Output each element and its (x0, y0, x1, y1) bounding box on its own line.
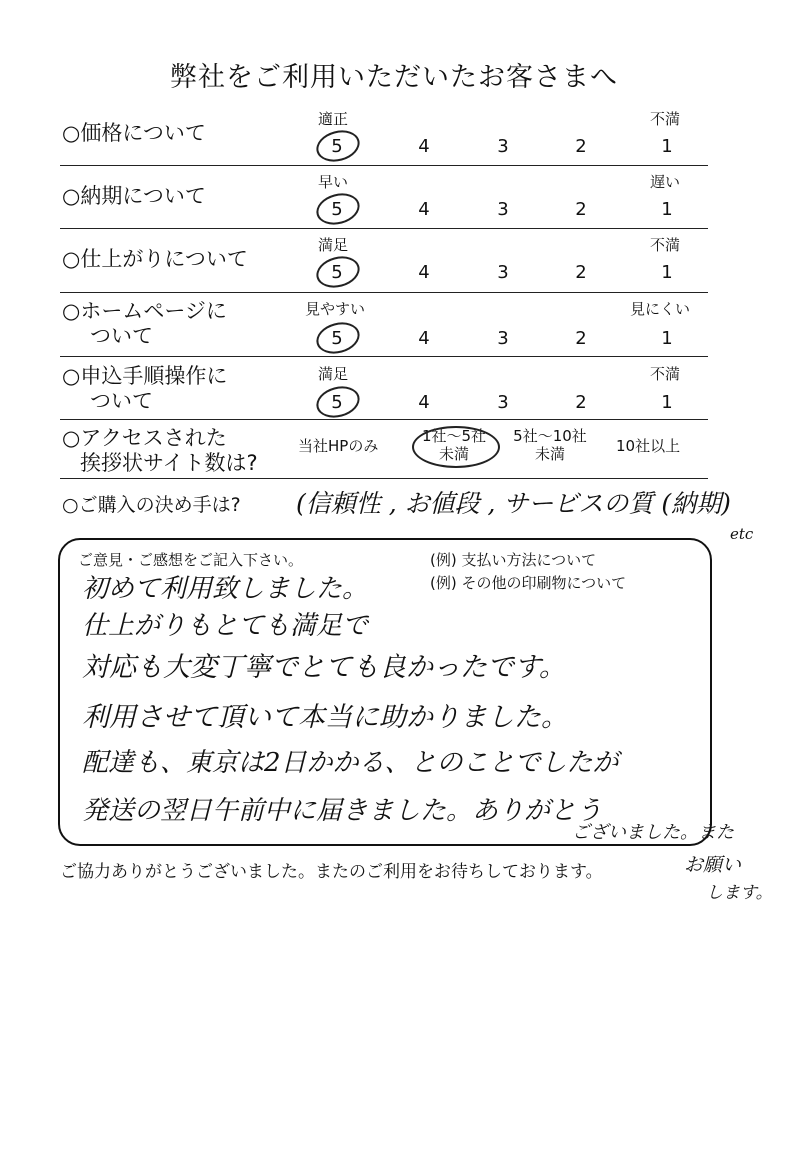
scale-1: 1 (661, 199, 673, 220)
scale-3: 3 (497, 136, 509, 157)
question-purchase: ○ご購入の決め手は? (62, 494, 241, 516)
scale-2: 2 (575, 328, 587, 349)
scale-4: 4 (418, 262, 430, 283)
answer-circle (313, 382, 363, 422)
finish-left-label: 満足 (318, 236, 349, 254)
scale-3: 3 (497, 392, 509, 413)
comment-overflow-1: お願い (684, 854, 742, 876)
comment-line-6: 発送の翌日午前中に届きました。ありがとう (82, 796, 603, 826)
scale-2: 2 (575, 199, 587, 220)
access-option-1-5: 1社～5社 (421, 427, 487, 445)
row-divider (60, 228, 708, 229)
comment-prompt: ご意見・ご感想をご記入下さい。 (78, 551, 304, 569)
answer-circle (313, 189, 363, 229)
price-right-label: 不満 (650, 110, 681, 128)
comment-line-7: ございました。また (572, 822, 734, 843)
access-option-own-hp: 当社HPのみ (298, 437, 379, 455)
access-option-1-5-sub: 未満 (438, 445, 469, 463)
purchase-answer-etc: etc (730, 525, 754, 543)
scale-1: 1 (661, 262, 673, 283)
scale-4: 4 (418, 392, 430, 413)
question-access-1: ○アクセスされた (62, 426, 227, 450)
page-title: 弊社をご利用いただいたお客さまへ (170, 62, 618, 93)
row-divider (60, 165, 708, 166)
question-access-2: 挨拶状サイト数は? (80, 451, 258, 475)
comment-example-1: (例) 支払い方法について (430, 551, 597, 569)
finish-answer: 5 (331, 262, 343, 283)
row-divider (60, 478, 708, 479)
row-divider (60, 419, 708, 420)
scale-4: 4 (418, 199, 430, 220)
question-finish: ○仕上がりについて (62, 247, 248, 271)
scale-3: 3 (497, 262, 509, 283)
row-divider (60, 292, 708, 293)
scale-4: 4 (418, 328, 430, 349)
delivery-right-label: 遅い (650, 173, 681, 191)
footer-thanks: ご協力ありがとうございました。またのご利用をお待ちしております。 (60, 862, 603, 882)
question-procedure-2: ついて (90, 389, 153, 413)
comment-overflow-2: します。 (706, 883, 773, 903)
scale-2: 2 (575, 136, 587, 157)
comment-line-1: 初めて利用致しました。 (82, 574, 369, 604)
question-delivery: ○納期について (62, 184, 206, 208)
comment-line-5: 配達も、東京は2日かかる、とのことでしたが (82, 748, 619, 778)
purchase-answer: (信頼性 , お値段 , サービスの質 (納期) (296, 489, 731, 518)
homepage-right-label: 見にくい (630, 300, 691, 318)
question-procedure-1: ○申込手順操作に (62, 364, 228, 388)
scale-1: 1 (661, 136, 673, 157)
procedure-right-label: 不満 (650, 365, 681, 383)
homepage-left-label: 見やすい (305, 300, 366, 318)
question-price: ○価格について (62, 121, 206, 145)
access-option-5-10-sub: 未満 (534, 445, 565, 463)
delivery-left-label: 早い (318, 173, 349, 191)
scale-3: 3 (497, 199, 509, 220)
delivery-answer: 5 (331, 199, 343, 220)
scale-1: 1 (661, 328, 673, 349)
procedure-left-label: 満足 (318, 365, 349, 383)
answer-circle (313, 252, 363, 292)
row-divider (60, 356, 708, 357)
scale-3: 3 (497, 328, 509, 349)
answer-circle (313, 318, 363, 358)
comment-line-3: 対応も大変丁寧でとても良かったです。 (82, 652, 566, 683)
homepage-answer: 5 (331, 328, 343, 349)
finish-right-label: 不満 (650, 236, 681, 254)
comment-line-2: 仕上がりもとても満足で (82, 611, 369, 641)
scale-2: 2 (575, 392, 587, 413)
answer-circle (313, 126, 363, 166)
access-answer-circle (412, 426, 500, 468)
scale-1: 1 (661, 392, 673, 413)
comment-example-2: (例) その他の印刷物について (430, 574, 627, 592)
price-left-label: 適正 (318, 110, 349, 128)
question-homepage-2: ついて (90, 324, 153, 348)
scale-2: 2 (575, 262, 587, 283)
procedure-answer: 5 (331, 392, 343, 413)
access-option-10plus: 10社以上 (616, 437, 681, 455)
question-homepage-1: ○ホームページに (62, 299, 227, 323)
comment-line-4: 利用させて頂いて本当に助かりました。 (82, 702, 568, 733)
access-option-5-10: 5社～10社 (513, 427, 587, 445)
scale-4: 4 (418, 136, 430, 157)
price-answer: 5 (331, 136, 343, 157)
